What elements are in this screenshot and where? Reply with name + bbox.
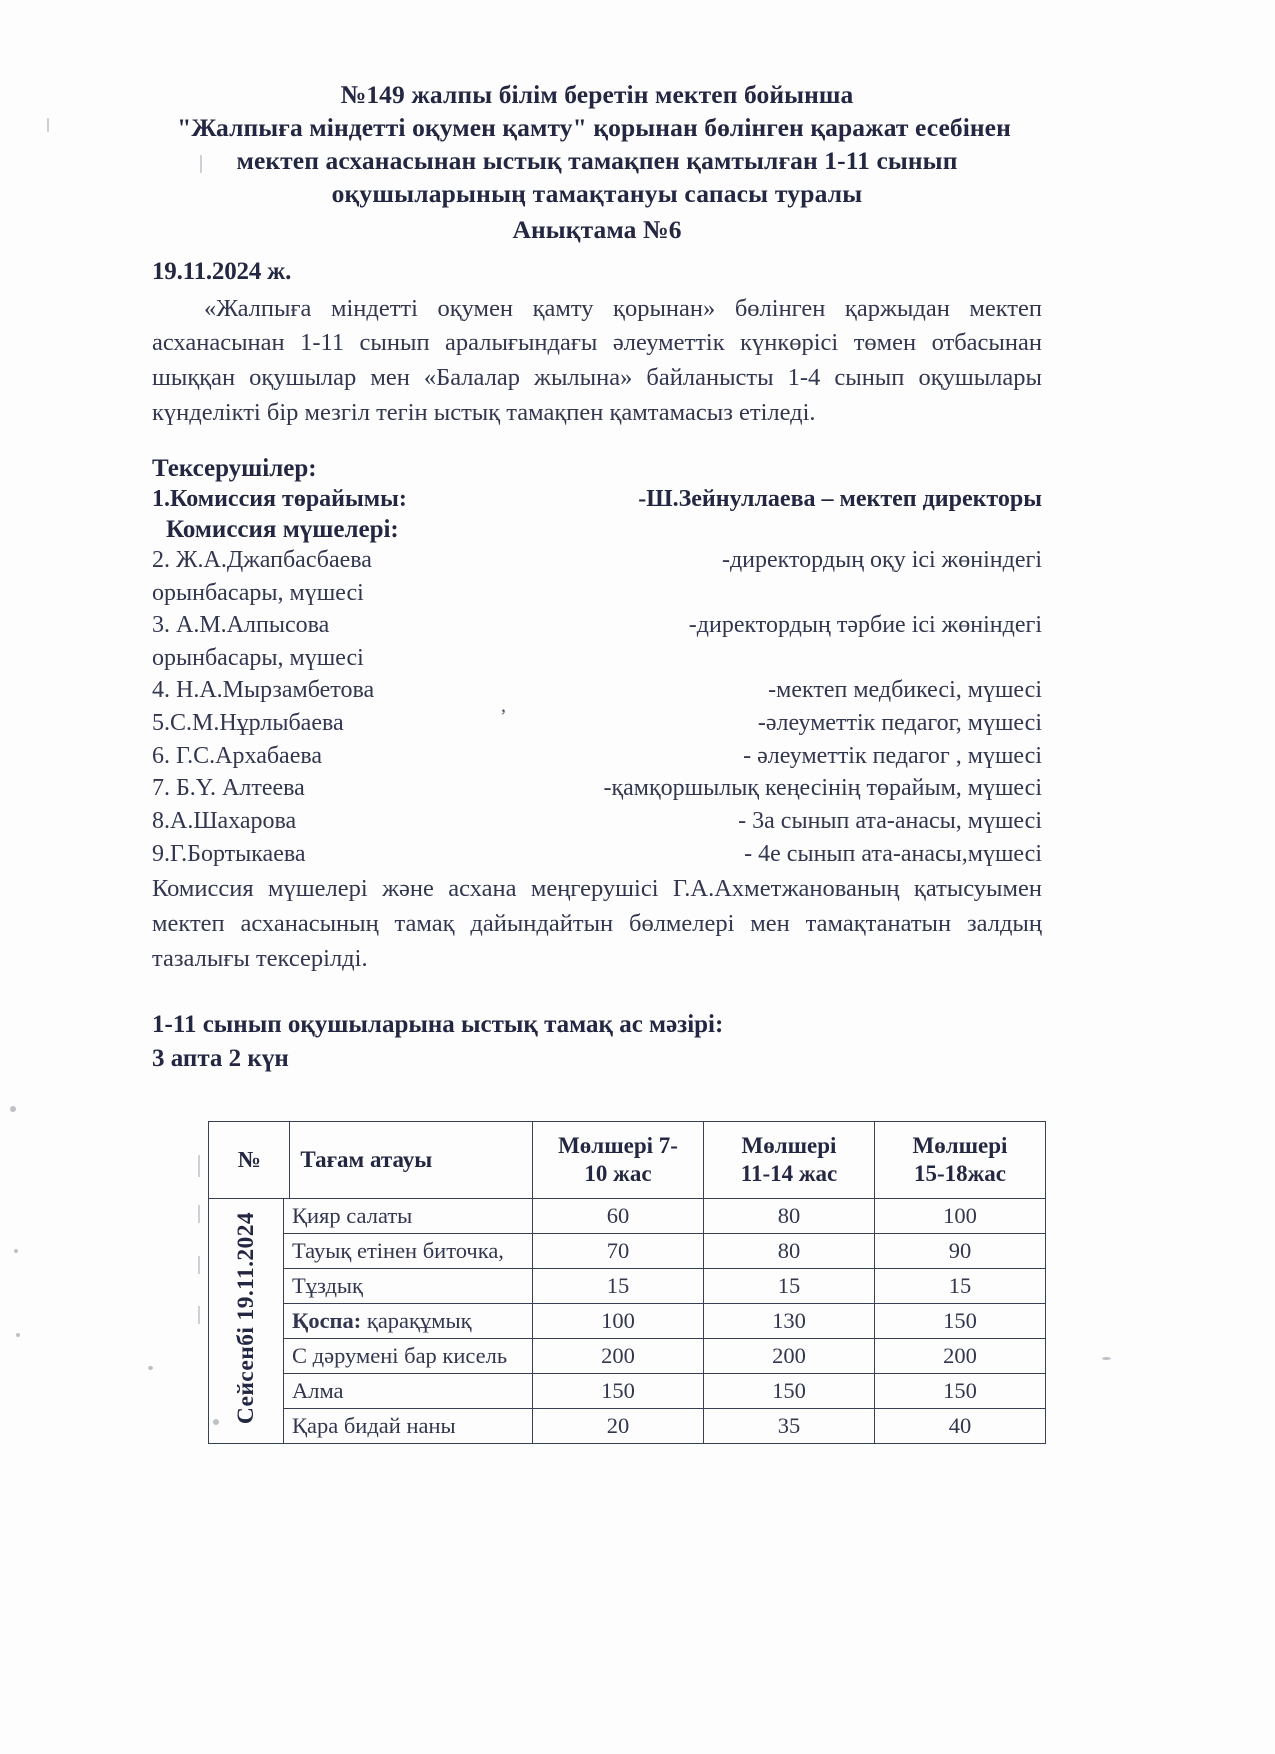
- amount-7-10: 60: [533, 1198, 704, 1233]
- menu-table-header-row: [209, 1121, 1046, 1198]
- document-title: [152, 78, 1042, 246]
- dish-name-text: Қияр салаты: [292, 1202, 413, 1228]
- member-role: -директордың тәрбие ісі жөніндегі: [688, 612, 1042, 639]
- title-line-1: №149 жалпы білім беретін мектеп бойынша: [340, 80, 854, 109]
- document-content: [152, 78, 1042, 1444]
- member-name: 5.С.М.Нұрлыбаева: [152, 710, 344, 737]
- dish-name-text: С дәрумені бар кисель: [292, 1342, 508, 1368]
- commission-chair-label: 1.Комиссия төрайымы:: [152, 486, 407, 513]
- member-role: -қамқоршылық кеңесінің төрайым, мүшесі: [603, 775, 1042, 802]
- menu-heading: 1-11 сынып оқушыларына ыстық тамақ ас мәзірі:: [152, 1010, 724, 1038]
- inspectors-heading: Тексерушілер:: [152, 455, 317, 483]
- menu-table-wrapper: [208, 1121, 1046, 1444]
- member-role: - әлеуметтік педагог , мүшесі: [743, 742, 1042, 769]
- commission-member-row: [152, 805, 1042, 838]
- member-name: 2. Ж.А.Джапбасбаева: [152, 546, 372, 573]
- header-line-1: Мөлшері 7-: [558, 1132, 678, 1158]
- dish-name: [284, 1233, 533, 1268]
- table-row: [209, 1303, 1046, 1338]
- header-line-2: 10 жас: [584, 1160, 652, 1186]
- column-header-amount-15-18: [875, 1121, 1046, 1198]
- member-name: 6. Г.С.Архабаева: [152, 742, 323, 769]
- header-line-1: Мөлшері: [741, 1132, 837, 1158]
- title-line-4: оқушыларының тамақтануы сапасы туралы: [331, 179, 863, 209]
- dish-name: [284, 1303, 533, 1338]
- dish-name-text: қарақұмық: [361, 1307, 472, 1333]
- dish-name: [284, 1338, 533, 1373]
- amount-11-14: 80: [704, 1198, 875, 1233]
- dish-name-text: Тауық етінен биточка,: [292, 1237, 504, 1263]
- table-row: [209, 1408, 1046, 1443]
- amount-11-14: 80: [704, 1233, 875, 1268]
- commission-chair-row: [152, 483, 1042, 516]
- intro-paragraph: «Жалпыға міндетті оқумен қамту қорынан» бөлінген қаржыдан мектеп асханасынан 1-11 сынып аралығындағы әлеуметтік күнкөрісі төмен отбасынан шыққан оқушылар мен «Балалар жылына» байланысты 1-4 сынып оқушылары күнделікті бір мезгіл тегін ыстық тамақпен қамтамасыз етіледі.: [152, 294, 1042, 427]
- member-role: - 4е сынып ата-анасы,мүшесі: [744, 840, 1042, 867]
- commission-member-row: [152, 707, 1042, 740]
- day-label-cell: [209, 1198, 284, 1443]
- amount-11-14: 15: [704, 1268, 875, 1303]
- dish-name: [284, 1373, 533, 1408]
- dish-name: [284, 1408, 533, 1443]
- member-name: 3. А.М.Алпысова: [152, 612, 330, 639]
- table-row: [209, 1268, 1046, 1303]
- scan-speck: [14, 1249, 18, 1253]
- scan-speck: [16, 1333, 20, 1337]
- closing-paragraph: Комиссия мүшелері және асхана меңгерушісі Г.А.Ахметжанованың қатысуымен мектеп асханасының тамақ дайындайтын бөлмелері мен тамақтанатын залдың тазалығы тексерілді.: [152, 875, 1042, 972]
- amount-15-18: 200: [875, 1338, 1046, 1373]
- commission-member-row: [152, 772, 1042, 805]
- amount-15-18: 150: [875, 1303, 1046, 1338]
- commission-member-row: [152, 838, 1042, 871]
- commission-member-row: [152, 544, 1042, 577]
- table-row: [209, 1338, 1046, 1373]
- amount-7-10: 200: [533, 1338, 704, 1373]
- scan-speck: [10, 1106, 16, 1112]
- dish-name: [284, 1198, 533, 1233]
- member-name: 9.Г.Бортыкаева: [152, 840, 306, 867]
- column-header-amount-11-14: [704, 1121, 875, 1198]
- column-header-number: №: [209, 1121, 290, 1198]
- menu-table-body: [209, 1198, 1046, 1443]
- amount-15-18: 100: [875, 1198, 1046, 1233]
- amount-15-18: 40: [875, 1408, 1046, 1443]
- table-row: [209, 1373, 1046, 1408]
- member-role: -мектеп медбикесі, мүшесі: [768, 677, 1042, 704]
- member-role-continued: орынбасары, мүшесі: [152, 644, 364, 671]
- member-name: 8.А.Шахарова: [152, 807, 297, 834]
- table-row: [209, 1198, 1046, 1233]
- scan-speck: [1102, 1357, 1111, 1360]
- amount-11-14: 130: [704, 1303, 875, 1338]
- title-line-3: мектеп асханасынан ыстық тамақпен қамтылған 1-11 сынып: [236, 146, 958, 176]
- document-date: 19.11.2024 ж.: [152, 257, 292, 285]
- menu-table: [208, 1121, 1046, 1444]
- member-name: 7. Б.Y. Алтеева: [152, 775, 305, 802]
- member-role: - 3а сынып ата-анасы, мүшесі: [738, 807, 1042, 834]
- stray-apostrophe: ʼ: [500, 706, 507, 728]
- member-role: -әлеуметтік педагог, мүшесі: [757, 710, 1042, 737]
- dish-name: [284, 1268, 533, 1303]
- member-name: 4. Н.А.Мырзамбетова: [152, 677, 375, 704]
- member-role-continued: орынбасары, мүшесі: [152, 579, 364, 606]
- amount-7-10: 70: [533, 1233, 704, 1268]
- table-row: [209, 1233, 1046, 1268]
- scan-mark: [47, 118, 49, 132]
- header-line-2: 15-18жас: [913, 1160, 1007, 1186]
- amount-15-18: 90: [875, 1233, 1046, 1268]
- amount-11-14: 35: [704, 1408, 875, 1443]
- day-label: Сейсенбі 19.11.2024: [232, 1211, 259, 1424]
- amount-11-14: 150: [704, 1373, 875, 1408]
- dish-name-text: Алма: [292, 1377, 344, 1403]
- amount-7-10: 15: [533, 1268, 704, 1303]
- title-line-2: "Жалпыға міндетті оқумен қамту" қорынан бөлінген қаражат есебінен: [177, 113, 1011, 143]
- header-line-1: Мөлшері: [912, 1132, 1008, 1158]
- dish-name-text: Қара бидай наны: [292, 1412, 456, 1438]
- commission-member-row: [152, 609, 1042, 642]
- amount-7-10: 100: [533, 1303, 704, 1338]
- amount-7-10: 20: [533, 1408, 704, 1443]
- header-line-2: 11-14 жас: [740, 1160, 838, 1186]
- column-header-amount-7-10: [533, 1121, 704, 1198]
- amount-15-18: 150: [875, 1373, 1046, 1408]
- menu-subheading: 3 апта 2 күн: [152, 1044, 289, 1072]
- commission-members-heading: Комиссия мүшелері:: [166, 515, 399, 543]
- commission-chair-value: -Ш.Зейнуллаева – мектеп директоры: [638, 486, 1042, 513]
- document-reference-number: Анықтама №6: [512, 214, 682, 244]
- dish-name-text: Тұздық: [292, 1272, 363, 1298]
- commission-member-row: [152, 674, 1042, 707]
- amount-15-18: 15: [875, 1268, 1046, 1303]
- commission-member-row: [152, 740, 1042, 773]
- dish-name-bold: Қоспа:: [292, 1307, 362, 1333]
- member-role: -директордың оқу ісі жөніндегі: [721, 546, 1042, 573]
- column-header-dish-name: Тағам атауы: [290, 1121, 533, 1198]
- menu-table-head: [209, 1121, 1046, 1198]
- amount-11-14: 200: [704, 1338, 875, 1373]
- amount-7-10: 150: [533, 1373, 704, 1408]
